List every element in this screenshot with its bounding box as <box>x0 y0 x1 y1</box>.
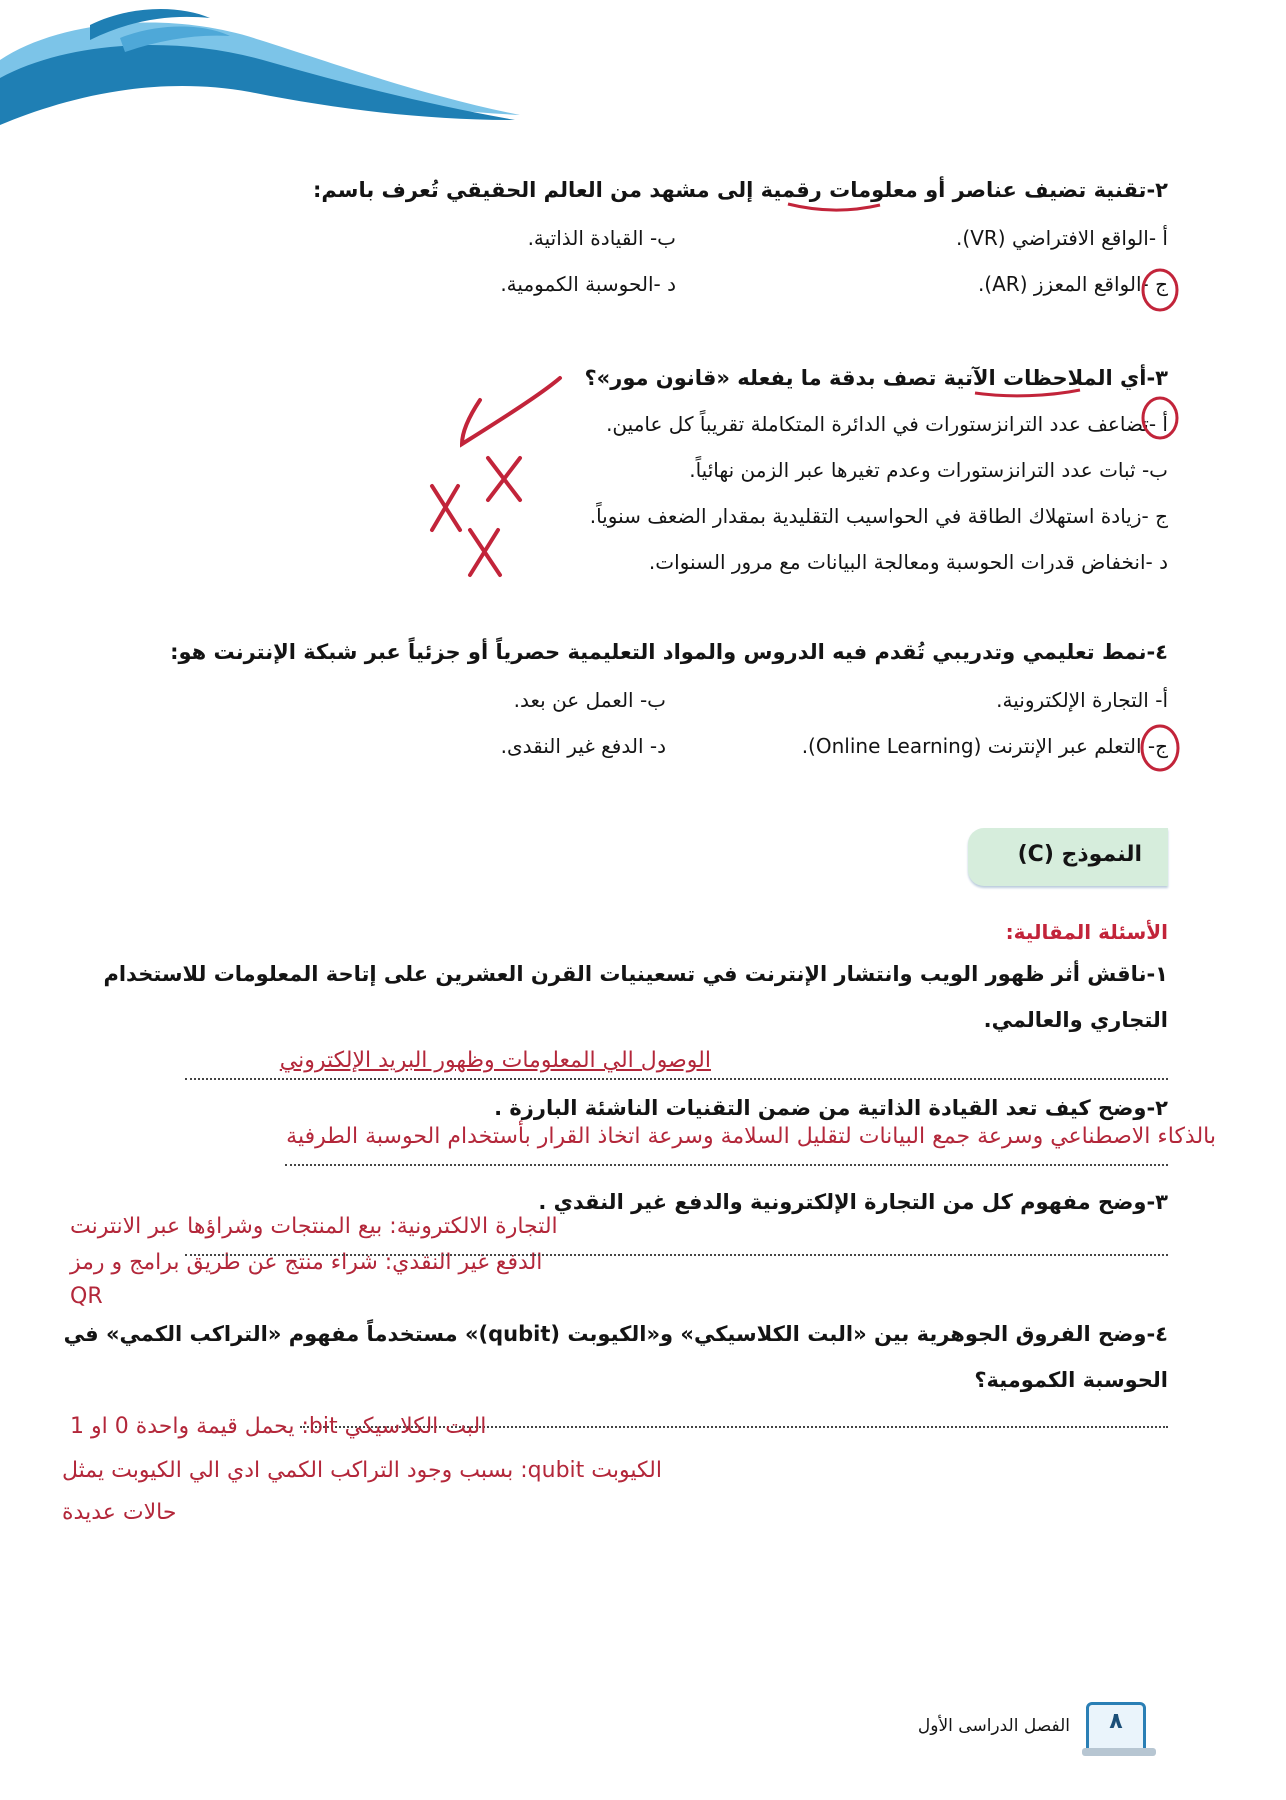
essay-4-line-1: ٤-وضح الفروق الجوهرية بين «البت الكلاسيكي» و«الكيوبت (qubit)» مستخدماً مفهوم «التراكب الكمي» في <box>63 1322 1168 1346</box>
q2-option-c: ج -الواقع المعزز (AR). <box>977 272 1168 296</box>
cross-mark-icon <box>470 530 500 575</box>
underline-mark <box>788 204 880 210</box>
q3-option-c: ج -زيادة استهلاك الطاقة في الحواسيب التقليدية بمقدار الضعف سنوياً. <box>589 504 1168 528</box>
essay-3-answer-1: التجارة الالكترونية: بيع المنتجات وشراؤها عبر الانترنت <box>70 1214 558 1239</box>
page-badge-icon <box>1086 1702 1146 1754</box>
q3-option-a: أ -تضاعف عدد الترانزستورات في الدائرة المتكاملة تقريباً كل عامين. <box>606 412 1168 436</box>
essay-1-answer: الوصول الي المعلومات وظهور البريد الإلكتروني <box>279 1048 711 1073</box>
q3-stem: ٣-أي الملاحظات الآتية تصف بدقة ما يفعله «قانون مور»؟ <box>584 366 1168 390</box>
q2-option-d: د -الحوسبة الكمومية. <box>500 272 676 296</box>
essay-title: الأسئلة المقالية: <box>1005 920 1168 944</box>
essay-1-line-1: ١-ناقش أثر ظهور الويب وانتشار الإنترنت في تسعينيات القرن العشرين على إتاحة المعلومات للاستخدام <box>103 962 1168 986</box>
essay-2-stem: ٢-وضح كيف تعد القيادة الذاتية من ضمن التقنيات الناشئة البارزة . <box>494 1096 1168 1120</box>
badge-stand <box>1082 1748 1156 1756</box>
essay-4-answer-1: البت الكلاسيكي bit: يحمل قيمة واحدة 0 او 1 <box>70 1414 487 1439</box>
page-number: ٨ <box>1109 1709 1123 1734</box>
circle-mark-icon <box>1143 270 1177 310</box>
q3-option-d: د -انخفاض قدرات الحوسبة ومعالجة البيانات مع مرور السنوات. <box>648 550 1168 574</box>
footer-semester: الفصل الدراسى الأول <box>917 1716 1070 1736</box>
circle-mark-icon <box>1143 398 1177 438</box>
cross-mark-icon <box>432 486 460 530</box>
q3-option-b: ب- ثبات عدد الترانزستورات وعدم تغيرها عبر الزمن نهائياً. <box>689 458 1168 482</box>
q4-option-c: ج- التعلم عبر الإنترنت (Online Learning). <box>801 734 1168 758</box>
essay-1-line-2: التجاري والعالمي. <box>983 1008 1168 1032</box>
q4-option-a: أ- التجارة الإلكترونية. <box>996 688 1168 712</box>
q4-option-d: د- الدفع غير النقدى. <box>500 734 666 758</box>
essay-4-answer-3: حالات عديدة <box>62 1500 177 1525</box>
q2-option-b: ب- القيادة الذاتية. <box>527 226 676 250</box>
model-label: النموذج (C) <box>1017 842 1142 867</box>
q2-stem: ٢-تقنية تضيف عناصر أو معلومات رقمية إلى مشهد من العالم الحقيقي تُعرف باسم: <box>312 178 1168 202</box>
essay-3-answer-2: الدفع غير النقدي: شراء منتج عن طريق برامج و رمز <box>70 1250 543 1275</box>
check-mark-icon <box>462 378 560 444</box>
essay-3-answer-3: QR <box>70 1284 103 1309</box>
q4-option-b: ب- العمل عن بعد. <box>513 688 666 712</box>
q4-stem: ٤-نمط تعليمي وتدريبي تُقدم فيه الدروس والمواد التعليمية حصرياً أو جزئياً عبر شبكة الإنترنت هو: <box>170 640 1168 664</box>
essay-2-answer: بالذكاء الاصطناعي وسرعة جمع البيانات لتقليل السلامة وسرعة اتخاذ القرار بأستخدام الحوسبة الطرفية <box>286 1124 1216 1149</box>
circle-mark-icon <box>1142 726 1178 770</box>
cross-mark-icon <box>488 458 520 500</box>
essay-4-line-2: الحوسبة الكمومية؟ <box>974 1368 1168 1392</box>
essay-4-answer-2: الكيوبت qubit: بسبب وجود التراكب الكمي ادي الي الكيوبت يمثل <box>62 1458 662 1483</box>
essay-3-stem: ٣-وضح مفهوم كل من التجارة الإلكترونية والدفع غير النقدي . <box>538 1190 1168 1214</box>
underline-mark <box>975 390 1080 396</box>
q2-option-a: أ -الواقع الافتراضي (VR). <box>956 226 1168 250</box>
